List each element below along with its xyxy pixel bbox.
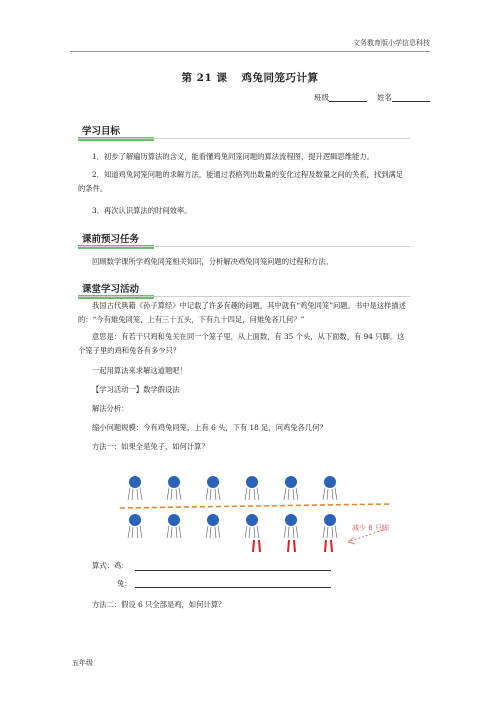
class-blank bbox=[329, 93, 367, 102]
section-heading-preview: 课前预习任务 bbox=[78, 231, 143, 247]
goal-item-3: 3．再次认识算法的时间效率。 bbox=[92, 206, 192, 215]
divider-dashed-line bbox=[120, 504, 390, 508]
classroom-paragraph-3: 一起用算法来求解这道题吧！ bbox=[92, 366, 187, 375]
method-one-text: 方法一：如果全是兔子，如何计算？ bbox=[92, 442, 209, 451]
analysis-label: 解法分析： bbox=[92, 404, 129, 413]
goal-item-2: 2．知道鸡兔同笼问题的求解方法，能通过表格列出数量的变化过程及数量之间的关系，找到满足的条件。 bbox=[78, 170, 404, 193]
preview-text: 回顾数学课所学鸡兔同笼相关知识，分析解决鸡兔同笼问题的过程和方法。 bbox=[92, 257, 333, 266]
header-divider bbox=[70, 51, 430, 52]
activity-title: 【学习活动一】数学假设法 bbox=[92, 385, 180, 394]
section-rule-classroom bbox=[78, 296, 410, 297]
lesson-title bbox=[0, 70, 500, 85]
formula-chicken-label: 算式：鸡： bbox=[92, 561, 129, 570]
lesson-name: 鸡兔同笼巧计算 bbox=[241, 72, 319, 84]
class-info bbox=[314, 92, 430, 103]
section-rule-goals bbox=[78, 138, 410, 139]
grade-footer: 五年级 bbox=[72, 659, 93, 667]
lesson-number: 第 21 课 bbox=[181, 72, 228, 84]
class-label: 班级 bbox=[314, 93, 329, 102]
diagram-note: 减少 6 只脚 bbox=[352, 524, 389, 532]
classroom-paragraph-1: 我国古代典籍《孙子算经》中记载了许多有趣的问题，其中就有“鸡兔同笼”问题。书中是这样描述的：“今有雉兔同笼，上有三十五头，下有九十四足，问雉兔各几何？” bbox=[78, 301, 406, 324]
animal-bodies-top bbox=[128, 476, 337, 500]
section-rule-preview bbox=[78, 246, 410, 247]
animal-bodies-bottom bbox=[128, 514, 337, 538]
publisher-header: 文务教育版小学信息科技 bbox=[353, 39, 430, 47]
classroom-paragraph-2: 意思是：有若干只鸡和兔关在同一个笼子里，从上面数，有 35 个头，从下面数，有 94 只脚。这个笼子里的鸡和兔各有多少只？ bbox=[78, 332, 405, 355]
chicken-rabbit-diagram bbox=[90, 470, 410, 560]
section-heading-classroom: 课堂学习活动 bbox=[78, 281, 143, 297]
section-heading-goals: 学习目标 bbox=[78, 123, 124, 139]
formula-rabbit-blank[interactable] bbox=[135, 587, 331, 588]
method-two-text: 方法二：假设 6 只全部是鸡，如何计算？ bbox=[92, 600, 226, 609]
goal-item-1: 1．初步了解遍历算法的含义，能看懂鸡兔同笼问题的算法流程图，提升逻辑思维能力。 bbox=[92, 152, 374, 161]
removed-legs-red bbox=[253, 540, 332, 552]
simplify-text: 缩小问题规模：今有鸡兔同笼，上有 6 头，下有 18 足，问鸡兔各几何？ bbox=[92, 423, 327, 432]
formula-rabbit-label: 兔： bbox=[117, 579, 132, 588]
formula-chicken-blank[interactable] bbox=[135, 570, 331, 571]
name-blank bbox=[392, 93, 430, 102]
name-label: 姓名 bbox=[377, 93, 392, 102]
